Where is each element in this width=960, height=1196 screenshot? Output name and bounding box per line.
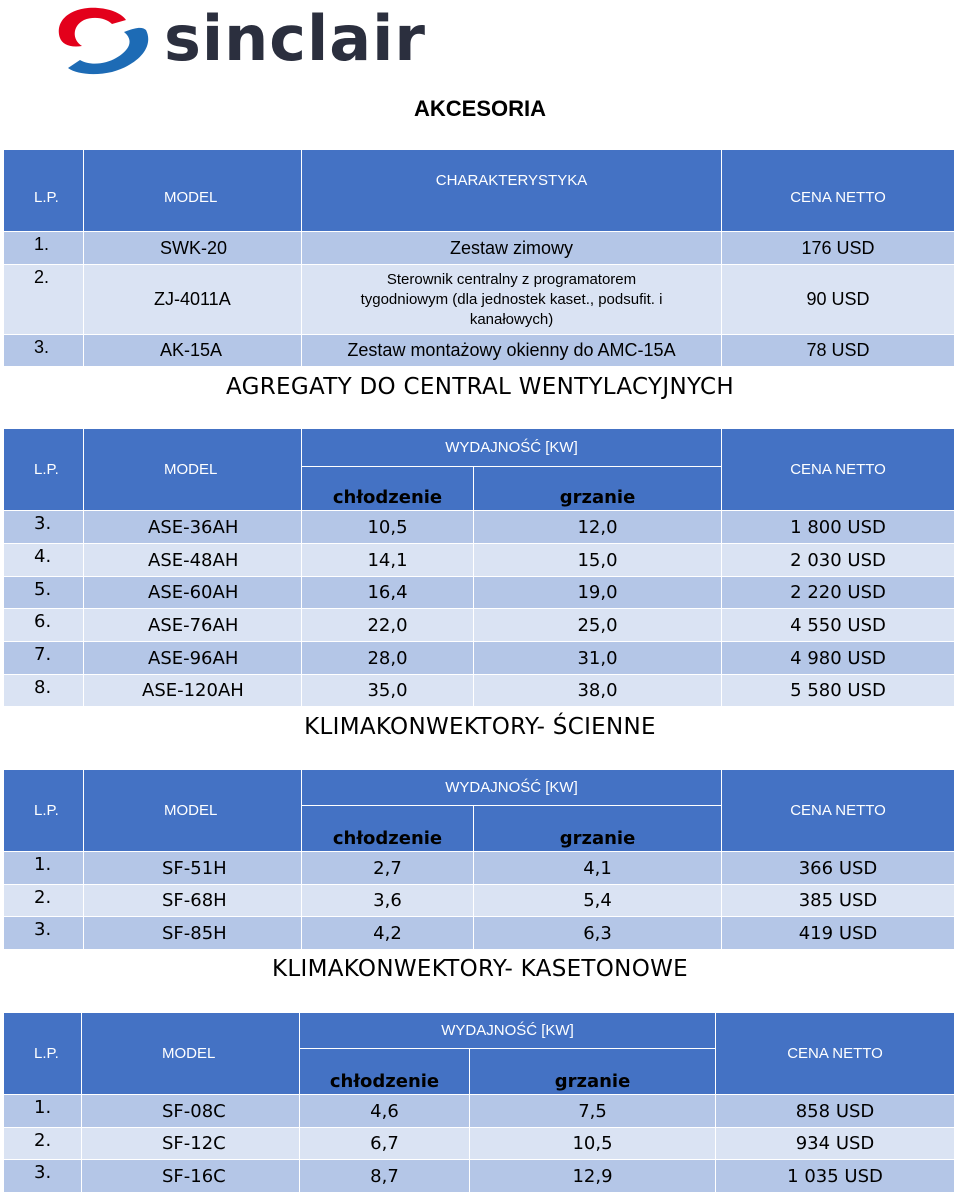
table-row: 7. ASE-96AH 28,0 31,0 4 980 USD <box>4 642 955 675</box>
sinclair-swirl-icon <box>50 2 160 78</box>
header-price: CENA NETTO <box>722 150 955 232</box>
table-row: 3. ASE-36AH 10,5 12,0 1 800 USD <box>4 511 955 544</box>
table-row: 6. ASE-76AH 22,0 25,0 4 550 USD <box>4 609 955 642</box>
accessories-title: AKCESORIA <box>413 96 546 121</box>
table-row: 3. AK-15A Zestaw montażowy okienny do AMC-15A 78 USD <box>4 335 955 367</box>
brand-wordmark: sinclair <box>164 2 426 75</box>
table-row: 1. SF-51H 2,7 4,1 366 USD <box>4 852 955 885</box>
table-row: 2. SF-68H 3,6 5,4 385 USD <box>4 885 955 917</box>
table-row: 2. ZJ-4011A Sterownik centralny z programatorem tygodniowym (dla jednostek kaset., podsufit. i kanałowych) 90 USD <box>4 265 955 335</box>
table-row: 3. SF-85H 4,2 6,3 419 USD <box>4 917 955 950</box>
accessories-table <box>3 149 955 367</box>
kasetonowe-table: L.P. MODEL WYDAJNOŚĆ [KW] CENA NETTO chłodzenie grzanie 1. SF-08C 4,6 7,5 858 USD 2. SF-12C 6,7 10,5 934 USD 3. SF-16C 8,7 12,9 1 035 USD <box>3 1012 955 1193</box>
table-row: 1. SWK-20 Zestaw zimowy 176 USD <box>4 232 955 265</box>
table-row: 5. ASE-60AH 16,4 19,0 2 220 USD <box>4 577 955 609</box>
kasetonowe-title: KLIMAKONWEKTORY- KASETONOWE <box>272 956 688 982</box>
header-model: MODEL <box>84 150 302 232</box>
header-characteristics: CHARAKTERYSTYKA <box>302 150 722 232</box>
scienne-table: L.P. MODEL WYDAJNOŚĆ [KW] CENA NETTO chłodzenie grzanie 1. SF-51H 2,7 4,1 366 USD 2. SF-68H 3,6 5,4 385 USD 3. SF-85H 4,2 6,3 419 USD <box>3 769 955 950</box>
table-row: 8. ASE-120AH 35,0 38,0 5 580 USD <box>4 675 955 707</box>
agregaty-table: L.P. MODEL WYDAJNOŚĆ [KW] CENA NETTO chłodzenie grzanie 3. ASE-36AH 10,5 12,0 1 800 USD 4. ASE-48AH 14,1 15,0 2 030 USD 5. ASE-60AH 16,4 19,0 2 220 USD 6. ASE-76AH 22,0 25,0 4 550 USD 7. ASE-96AH 28,0 31,0 4 980 USD 8. ASE-120AH 35,0 38,0 5 580 USD <box>3 428 955 707</box>
table-row: 4. ASE-48AH 14,1 15,0 2 030 USD <box>4 544 955 577</box>
table-row: 3. SF-16C 8,7 12,9 1 035 USD <box>4 1160 955 1193</box>
sinclair-logo <box>50 2 450 78</box>
scienne-title: KLIMAKONWEKTORY- ŚCIENNE <box>304 714 656 740</box>
agregaty-title: AGREGATY DO CENTRAL WENTYLACYJNYCH <box>225 374 734 400</box>
header-lp: L.P. <box>4 150 84 232</box>
table-row: 2. SF-12C 6,7 10,5 934 USD <box>4 1128 955 1160</box>
table-row: 1. SF-08C 4,6 7,5 858 USD <box>4 1095 955 1128</box>
